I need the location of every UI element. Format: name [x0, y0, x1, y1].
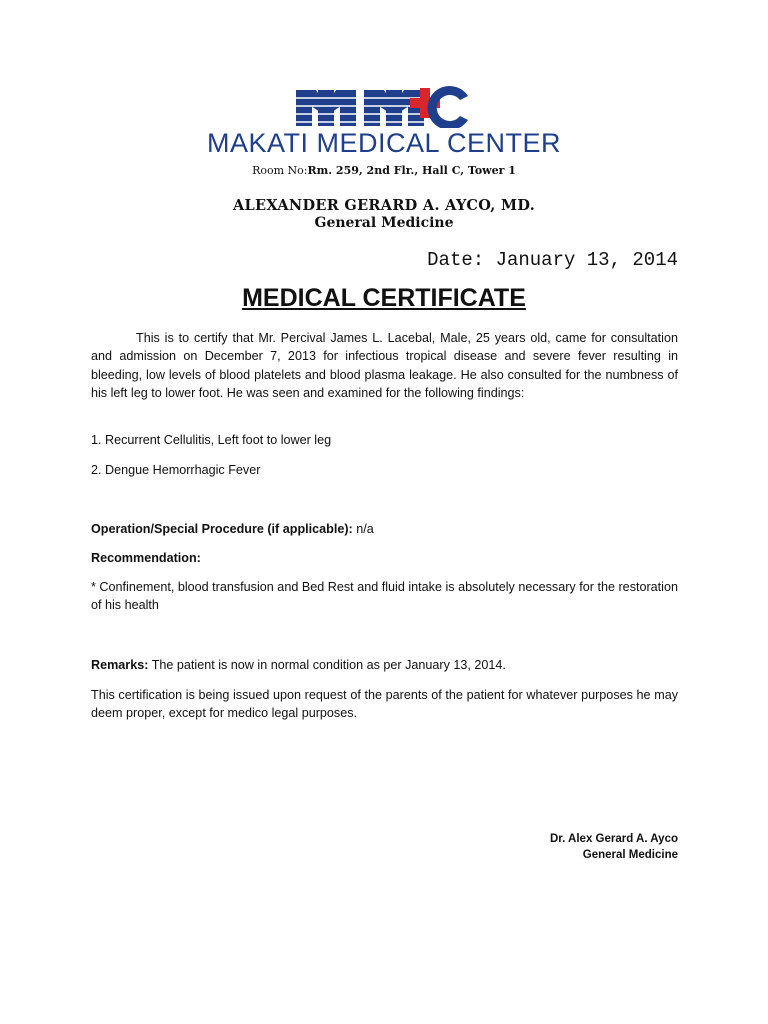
finding-item: 2. Dengue Hemorrhagic Fever — [91, 463, 261, 477]
intro-paragraph: This is to certify that Mr. Percival James L. Lacebal, Male, 25 years old, came for consultation and admission on December 7, 2013 for infectious tropical disease and severe fever resulting in bleeding, low levels of blood platelets and blood plasma leakage. He also consulted for the numbness of his left leg to lower foot. He was seen and examined for the following findings: — [91, 331, 678, 401]
remarks-line — [91, 656, 678, 674]
recommendation-label: Recommendation: — [91, 551, 201, 565]
operation-line — [91, 520, 678, 538]
remarks-text: The patient is now in normal condition as per January 13, 2014. — [151, 658, 506, 672]
signature-title: General Medicine — [582, 849, 678, 861]
hospital-logo — [292, 82, 472, 128]
operation-label: Operation/Special Procedure (if applicable): — [91, 522, 353, 536]
room-value: Rm. 259, 2nd Flr., Hall C, Tower 1 — [307, 164, 516, 177]
certification-paragraph: This certification is being issued upon request of the parents of the patient for whatever purposes he may deem proper, except for medico legal purposes. — [91, 688, 678, 721]
finding-item: 1. Recurrent Cellulitis, Left foot to lower leg — [91, 433, 332, 447]
operation-value: n/a — [356, 522, 374, 536]
doctor-name: ALEXANDER GERARD A. AYCO, MD. — [232, 197, 536, 214]
certificate-date: Date: January 13, 2014 — [427, 249, 678, 271]
signature-block — [550, 831, 678, 863]
remarks-label: Remarks: — [91, 658, 149, 672]
certificate-title: MEDICAL CERTIFICATE — [242, 284, 526, 312]
doctor-specialty: General Medicine — [314, 215, 454, 231]
hospital-name: MAKATI MEDICAL CENTER — [206, 128, 562, 158]
recommendation-heading — [91, 549, 678, 567]
room-number — [0, 164, 768, 177]
recommendation-text: * Confinement, blood transfusion and Bed Rest and fluid intake is absolutely necessary for the restoration of his health — [91, 580, 678, 613]
signature-name: Dr. Alex Gerard A. Ayco — [549, 833, 678, 845]
room-label: Room No: — [252, 164, 308, 177]
